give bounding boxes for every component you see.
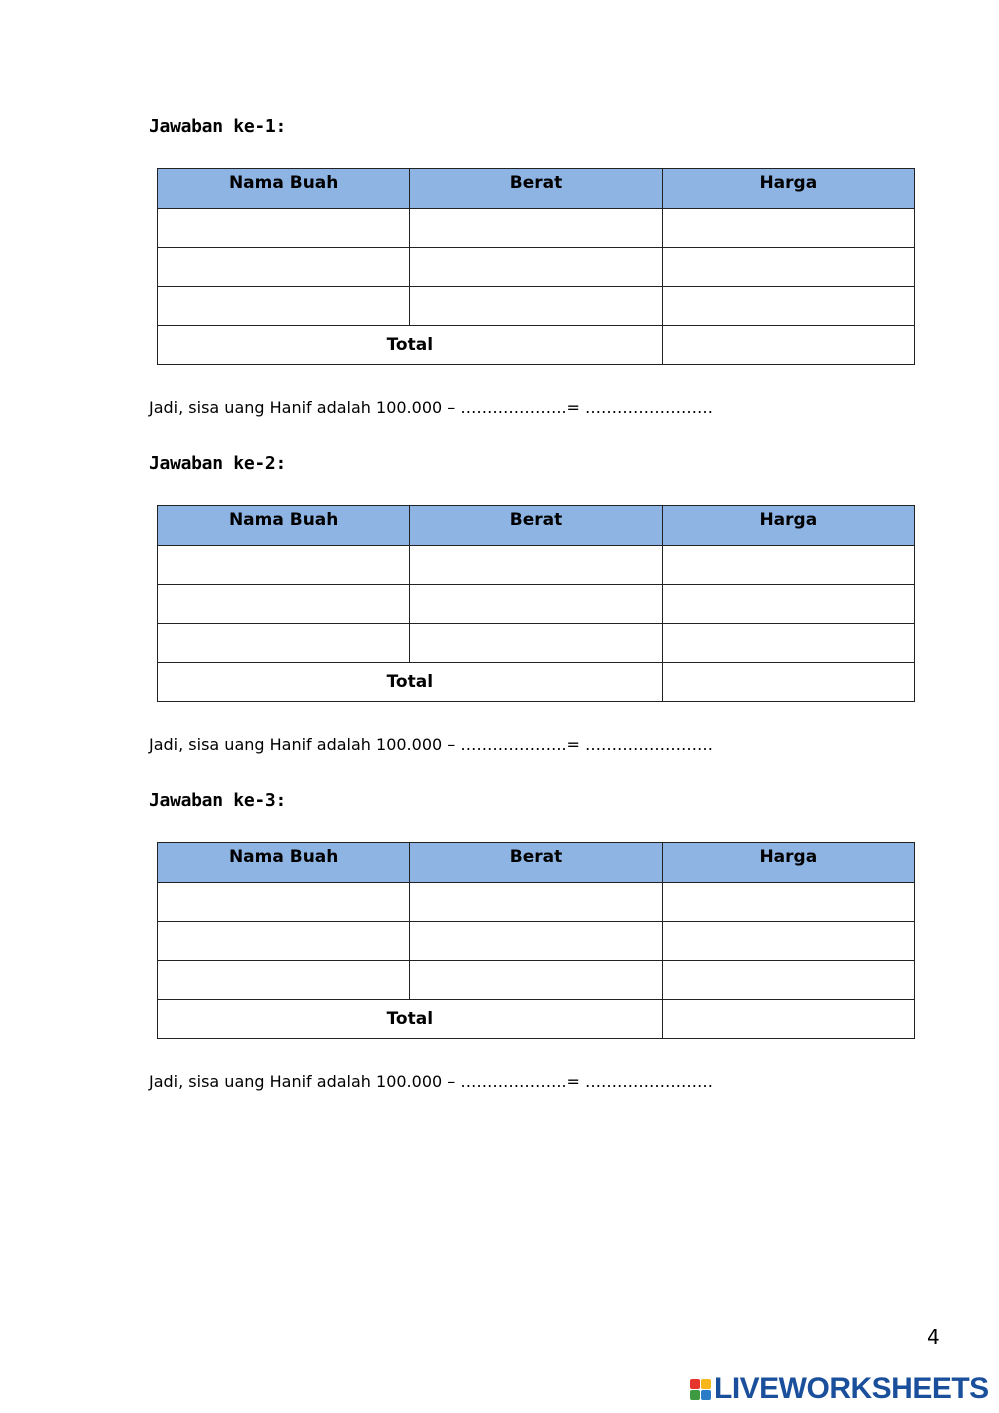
harga-cell[interactable]: [662, 287, 914, 326]
column-header-nama-buah: Nama Buah: [158, 843, 410, 883]
column-header-berat: Berat: [410, 506, 662, 546]
berat-cell[interactable]: [410, 624, 662, 663]
berat-cell[interactable]: [410, 961, 662, 1000]
answer-heading-3: Jawaban ke-3:: [149, 790, 286, 811]
harga-cell[interactable]: [662, 248, 914, 287]
table-header-row: [158, 169, 915, 209]
answer-table-1: [157, 168, 915, 365]
column-header-berat: Berat: [410, 843, 662, 883]
total-row: [158, 663, 915, 702]
nama-buah-cell[interactable]: [158, 248, 410, 287]
harga-cell[interactable]: [662, 624, 914, 663]
answer-table-3: [157, 842, 915, 1039]
column-header-harga: Harga: [662, 169, 914, 209]
berat-cell[interactable]: [410, 248, 662, 287]
harga-cell[interactable]: [662, 922, 914, 961]
nama-buah-cell[interactable]: [158, 209, 410, 248]
brand-name: LIVEWORKSHEETS: [714, 1372, 989, 1405]
table-row: [158, 961, 915, 1000]
total-label: Total: [158, 663, 663, 702]
nama-buah-cell[interactable]: [158, 624, 410, 663]
column-header-harga: Harga: [662, 843, 914, 883]
nama-buah-cell[interactable]: [158, 546, 410, 585]
total-label: Total: [158, 1000, 663, 1039]
nama-buah-cell[interactable]: [158, 961, 410, 1000]
table-row: [158, 624, 915, 663]
harga-cell[interactable]: [662, 883, 914, 922]
berat-cell[interactable]: [410, 883, 662, 922]
remaining-money-sentence-3: Jadi, sisa uang Hanif adalah 100.000 – ………………..= ……………………: [149, 1072, 714, 1091]
table-header-row: [158, 843, 915, 883]
berat-cell[interactable]: [410, 209, 662, 248]
berat-cell[interactable]: [410, 546, 662, 585]
nama-buah-cell[interactable]: [158, 585, 410, 624]
answer-heading-1: Jawaban ke-1:: [149, 116, 286, 137]
column-header-berat: Berat: [410, 169, 662, 209]
table-row: [158, 883, 915, 922]
nama-buah-cell[interactable]: [158, 922, 410, 961]
liveworksheets-brand: [690, 1372, 989, 1406]
berat-cell[interactable]: [410, 585, 662, 624]
harga-cell[interactable]: [662, 546, 914, 585]
remaining-money-sentence-2: Jadi, sisa uang Hanif adalah 100.000 – ………………..= ……………………: [149, 735, 714, 754]
berat-cell[interactable]: [410, 287, 662, 326]
table-row: [158, 209, 915, 248]
berat-cell[interactable]: [410, 922, 662, 961]
total-row: [158, 1000, 915, 1039]
answer-heading-2: Jawaban ke-2:: [149, 453, 286, 474]
total-row: [158, 326, 915, 365]
nama-buah-cell[interactable]: [158, 287, 410, 326]
total-value-cell[interactable]: [662, 1000, 914, 1039]
harga-cell[interactable]: [662, 961, 914, 1000]
table-header-row: [158, 506, 915, 546]
liveworksheets-logo-icon: [690, 1379, 711, 1400]
column-header-nama-buah: Nama Buah: [158, 169, 410, 209]
harga-cell[interactable]: [662, 209, 914, 248]
table-row: [158, 585, 915, 624]
answer-table-2: [157, 505, 915, 702]
total-value-cell[interactable]: [662, 326, 914, 365]
total-label: Total: [158, 326, 663, 365]
table-row: [158, 248, 915, 287]
column-header-harga: Harga: [662, 506, 914, 546]
table-row: [158, 287, 915, 326]
column-header-nama-buah: Nama Buah: [158, 506, 410, 546]
table-row: [158, 546, 915, 585]
harga-cell[interactable]: [662, 585, 914, 624]
page-number: 4: [927, 1325, 940, 1349]
table-row: [158, 922, 915, 961]
nama-buah-cell[interactable]: [158, 883, 410, 922]
remaining-money-sentence-1: Jadi, sisa uang Hanif adalah 100.000 – ………………..= ……………………: [149, 398, 714, 417]
total-value-cell[interactable]: [662, 663, 914, 702]
